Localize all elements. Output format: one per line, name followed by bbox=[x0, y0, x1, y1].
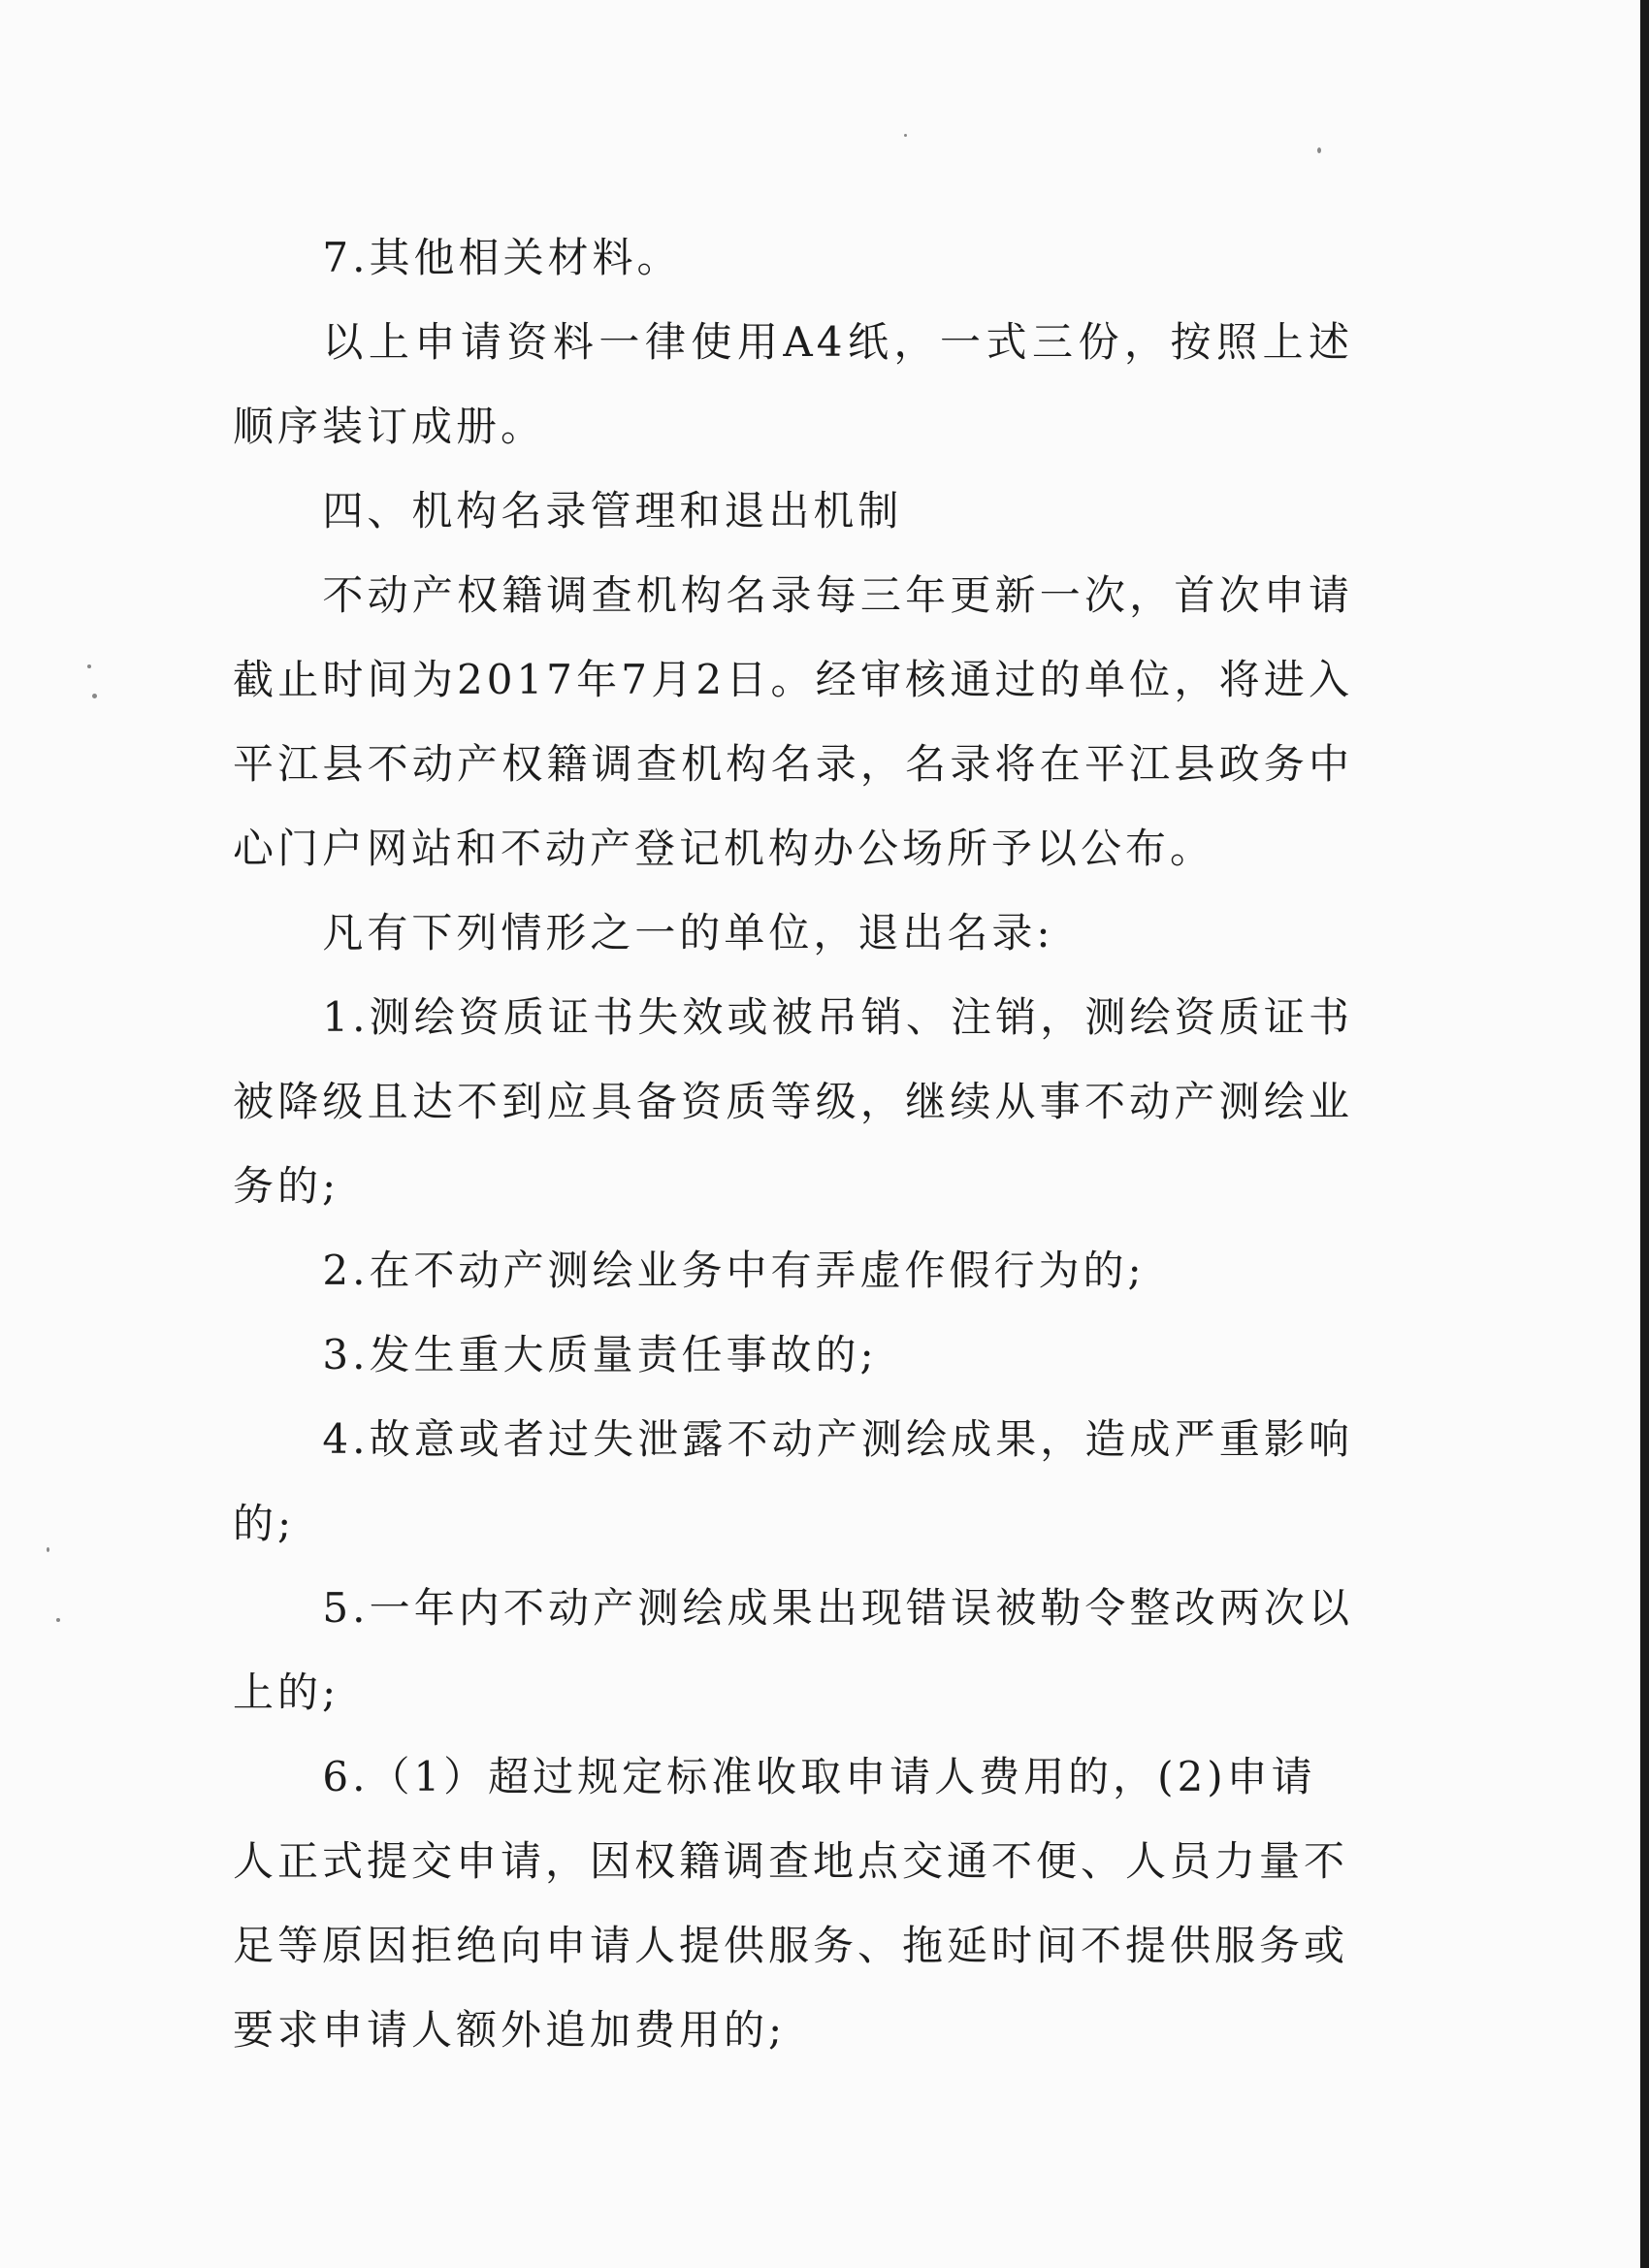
scan-speck bbox=[56, 1618, 60, 1622]
exit-condition-1: 1.测绘资质证书失效或被吊销、注销，测绘资质证书被降级且达不到应具备资质等级，继续从事不动产测绘业务的; bbox=[233, 993, 1353, 1210]
exit-condition-6: 6.（1）超过规定标准收取申请人费用的，(2)申请人正式提交申请，因权籍调查地点交通不便、人员力量不足等原因拒绝向申请人提供服务、拖延时间不提供服务或要求申请人额外追加费用的; bbox=[233, 1753, 1349, 2054]
scan-speck bbox=[1317, 147, 1321, 153]
exit-condition-4: 4.故意或者过失泄露不动产测绘成果，造成严重影响的; bbox=[233, 1415, 1353, 1547]
paragraph-paper-requirement: 以上申请资料一律使用A4纸，一式三份，按照上述顺序装订成册。 bbox=[233, 318, 1353, 450]
section-heading-4: 四、机构名录管理和退出机制 bbox=[322, 487, 903, 535]
exit-condition-5: 5.一年内不动产测绘成果出现错误被勒令整改两次以上的; bbox=[233, 1584, 1353, 1716]
paragraph-material-7: 7.其他相关材料。 bbox=[322, 234, 682, 281]
scan-speck bbox=[92, 694, 97, 698]
scan-speck bbox=[904, 134, 907, 137]
scan-speck bbox=[47, 1547, 49, 1552]
exit-condition-3: 3.发生重大质量责任事故的; bbox=[322, 1331, 878, 1378]
paragraph-exit-conditions-intro: 凡有下列情形之一的单位，退出名录: bbox=[322, 909, 1054, 956]
scan-edge bbox=[1640, 0, 1649, 2268]
paragraph-directory-update: 不动产权籍调查机构名录每三年更新一次，首次申请截止时间为2017年7月2日。经审核通过的单位，将进入平江县不动产权籍调查机构名录，名录将在平江县政务中心门户网站和不动产登记机构办公场所予以公布。 bbox=[233, 571, 1353, 872]
exit-condition-2: 2.在不动产测绘业务中有弄虚作假行为的; bbox=[322, 1247, 1146, 1294]
document-body bbox=[233, 215, 1353, 2072]
scan-speck bbox=[87, 664, 91, 668]
